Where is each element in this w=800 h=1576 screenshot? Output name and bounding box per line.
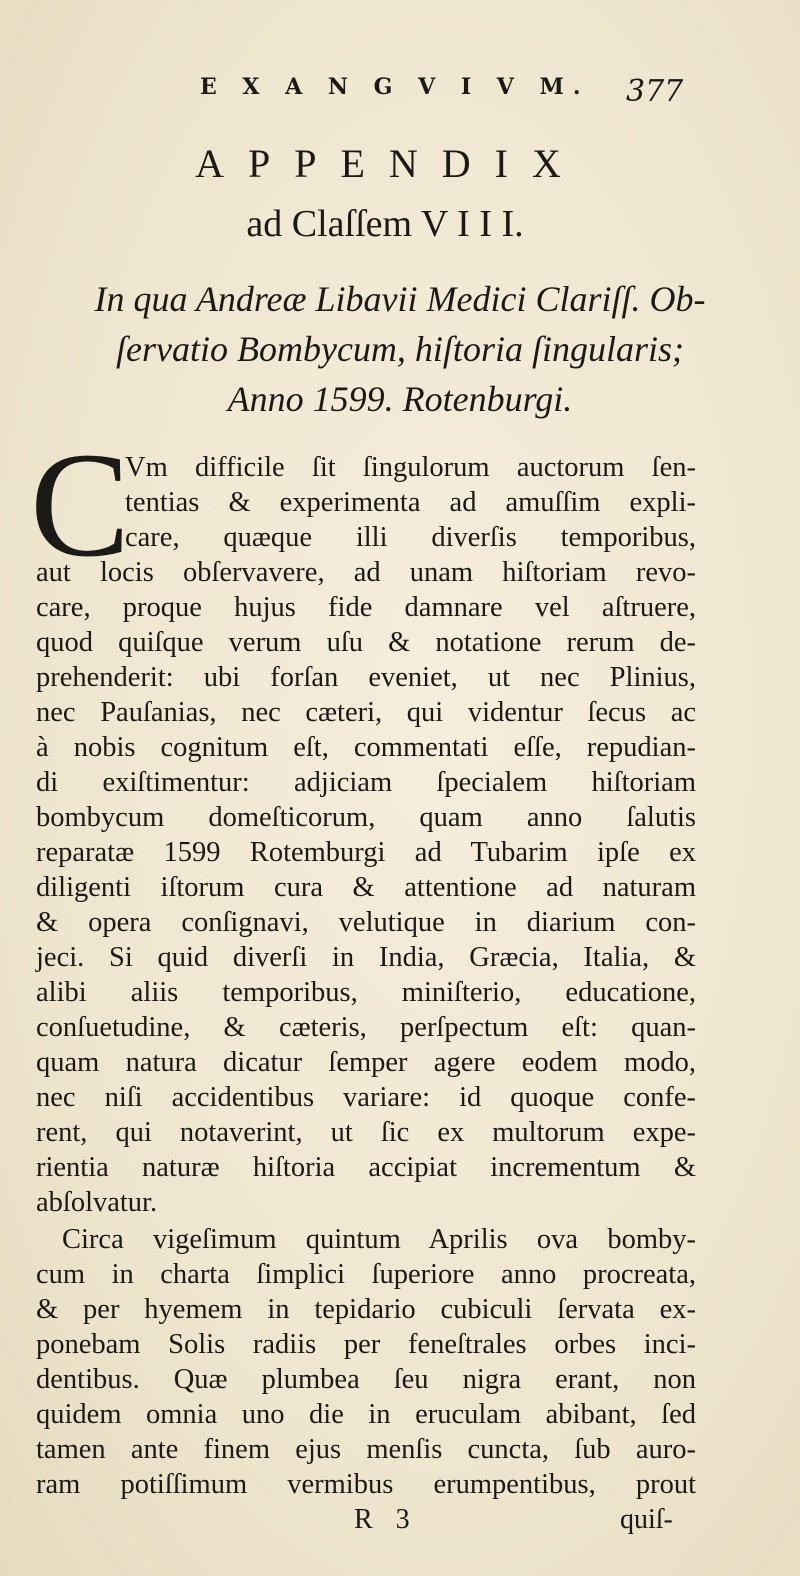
italic-heading-line: ſervatio Bombycum, hiſtoria ſingularis; [116,329,684,369]
text-line: Circa vigeſimum quintum Aprilis ova bomby- [62,1224,696,1255]
text-line: tentias & experimenta ad amuſſim expli- [125,487,696,518]
text-line: alibi aliis temporibus, miniſterio, educatione, [36,977,696,1008]
text-line: nec Pauſanias, nec cæteri, qui videntur ſecus ac [36,697,696,728]
text-line: reparatæ 1599 Rotemburgi ad Tubarim ipſe ex [36,837,696,868]
text-line: quod quiſque verum uſu & notatione rerum de- [36,627,696,658]
text-line: & per hyemem in tepidario cubiculi ſervata ex- [36,1294,696,1325]
text-line: à nobis cognitum eſt, commentati eſſe, repudian- [36,732,696,763]
text-line: quidem omnia uno die in eruculam abibant, ſed [36,1399,696,1430]
text-line: nec niſi accidentibus variare: id quoque confe- [36,1082,696,1113]
text-line: conſuetudine, & cæteris, perſpectum eſt: quan- [36,1012,696,1043]
text-line: bombycum domeſticorum, quam anno ſalutis [36,802,696,833]
text-line: jeci. Si quid diverſi in India, Græcia, Italia, & [36,942,696,973]
text-line: aut locis obſervavere, ad unam hiſtoriam revo- [36,557,696,588]
italic-heading-line: Anno 1599. Rotenburgi. [227,379,573,419]
italic-heading-line: In qua Andreæ Libavii Medici Clariſſ. Ob- [94,279,706,319]
text-line: care, proque hujus fide damnare vel aſtruere, [36,592,696,623]
text-line: Vm difficile ſit ſingulorum auctorum ſen- [125,452,696,483]
text-line: ram potiſſimum vermibus erumpentibus, prout [36,1469,696,1500]
running-head: E X A N G V I V M. [200,74,590,100]
text-line: tamen ante finem ejus menſis cuncta, ſub auro- [36,1434,696,1465]
text-line: quam natura dicatur ſemper agere eodem modo, [36,1047,696,1078]
text-line: care, quæque illi diverſis temporibus, [125,522,696,553]
catchword: quiſ- [620,1504,673,1535]
text-line: & opera conſignavi, velutique in diarium con- [36,907,696,938]
text-line: dentibus. Quæ plumbea ſeu nigra erant, non [36,1364,696,1395]
text-line: cum in charta ſimplici ſuperiore anno procreata, [36,1259,696,1290]
text-line: rent, qui notaverint, ut ſic ex multorum expe- [36,1117,696,1148]
drop-capital: C [30,422,131,588]
text-line: diligenti iſtorum cura & attentione ad naturam [36,872,696,903]
text-line: prehenderit: ubi forſan eveniet, ut nec Plinius, [36,662,696,693]
text-line: ponebam Solis radiis per feneſtrales orbes inci- [36,1329,696,1360]
text-line: di exiſtimentur: adjiciam ſpecialem hiſtoriam [36,767,696,798]
page-number: 377 [626,74,684,109]
text-line: abſolvatur. [36,1187,158,1218]
signature-mark: R 3 [354,1504,418,1535]
text-line: rientia naturæ hiſtoria accipiat incrementum & [36,1152,696,1183]
appendix-subtitle: ad Claſſem V I I I. [246,203,524,245]
appendix-title: APPENDIX [195,141,585,186]
